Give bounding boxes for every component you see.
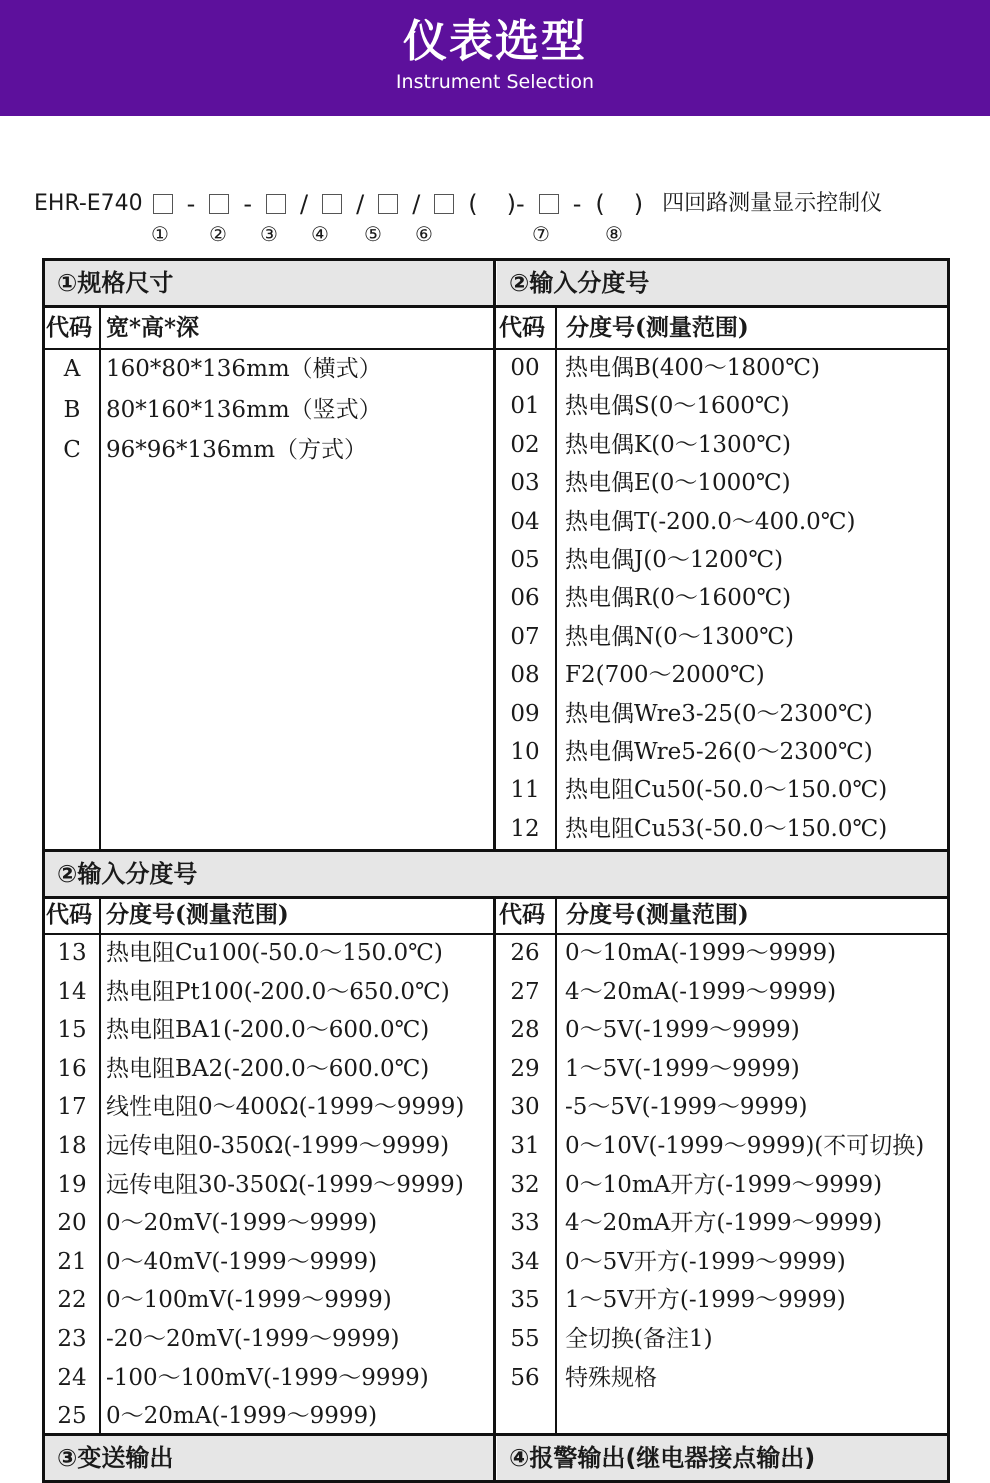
marker: ⑤ xyxy=(364,222,382,246)
option-box-2 xyxy=(209,194,229,214)
row-description: 0～40mV(-1999～9999) xyxy=(106,1248,378,1275)
section-title-input: ②输入分度号 xyxy=(497,261,947,307)
option-box-6 xyxy=(434,194,454,214)
row-code: 16 xyxy=(57,1055,87,1082)
divider xyxy=(99,897,101,1435)
row-description: F2(700～2000℃) xyxy=(565,662,765,689)
row-code: 21 xyxy=(57,1248,87,1275)
option-box-3 xyxy=(266,194,286,214)
column-header-desc: 分度号(测量范围) xyxy=(566,901,749,928)
column-header-code: 代码 xyxy=(46,901,92,928)
row-description: 热电阻Cu53(-50.0～150.0℃) xyxy=(565,815,888,842)
row-description: 热电偶T(-200.0～400.0℃) xyxy=(565,508,856,535)
row-code: B xyxy=(63,396,81,423)
row-description: -100～100mV(-1999～9999) xyxy=(106,1364,429,1391)
row-code: 10 xyxy=(510,739,540,765)
page-title: 仪表选型 xyxy=(403,16,587,67)
row-description: 远传电阻30-350Ω(-1999～9999) xyxy=(106,1171,464,1198)
divider xyxy=(493,1436,496,1483)
row-description: 热电阻BA2(-200.0～600.0℃) xyxy=(106,1055,430,1082)
row-code: 04 xyxy=(510,508,540,535)
row-code: 35 xyxy=(510,1287,540,1314)
column-header-desc: 宽*高*深 xyxy=(106,314,200,341)
row-description: 160*80*136mm（横式） xyxy=(106,356,382,382)
header-banner xyxy=(0,0,990,116)
row-code: 31 xyxy=(510,1133,540,1159)
row-code: 32 xyxy=(510,1171,540,1198)
row-description: 1～5V(-1999～9999) xyxy=(565,1055,800,1082)
row-code: 28 xyxy=(510,1017,540,1044)
row-description: 全切换(备注1) xyxy=(565,1326,713,1352)
row-description: 0～10mA开方(-1999～9999) xyxy=(565,1171,883,1198)
row-code: 25 xyxy=(57,1403,87,1430)
divider xyxy=(555,306,557,850)
separator: - xyxy=(186,190,196,218)
row-description: 热电阻BA1(-200.0～600.0℃) xyxy=(106,1017,430,1044)
row-description: 0～10mA(-1999～9999) xyxy=(565,940,837,966)
marker: ⑦ xyxy=(532,222,550,246)
row-description: 线性电阻0～400Ω(-1999～9999) xyxy=(106,1094,465,1121)
row-description: 0～100mV(-1999～9999) xyxy=(106,1287,392,1314)
row-code: 17 xyxy=(57,1094,87,1121)
row-code: 22 xyxy=(57,1287,87,1314)
row-description: 远传电阻0-350Ω(-1999～9999) xyxy=(106,1133,450,1159)
page-subtitle: Instrument Selection xyxy=(395,71,595,93)
row-description: 80*160*136mm（竖式） xyxy=(106,396,382,423)
option-box-4 xyxy=(322,194,342,214)
row-code: 20 xyxy=(57,1210,87,1237)
option-box-7 xyxy=(539,194,559,214)
section-title-alarm-output: ④报警输出(继电器接点输出) xyxy=(497,1436,947,1482)
row-code: 05 xyxy=(510,547,540,573)
row-code: 08 xyxy=(510,662,540,689)
row-code: A xyxy=(63,356,81,382)
row-description: 0～5V开方(-1999～9999) xyxy=(565,1248,846,1275)
row-code: 09 xyxy=(510,700,540,727)
marker: ② xyxy=(209,222,227,246)
row-description: 4～20mA(-1999～9999) xyxy=(565,978,837,1005)
divider xyxy=(99,306,101,850)
row-code: 07 xyxy=(510,623,540,650)
row-description: 热电偶K(0～1300℃) xyxy=(565,431,792,458)
row-code: 19 xyxy=(57,1171,87,1198)
row-code: 11 xyxy=(510,777,540,804)
row-description: -20～20mV(-1999～9999) xyxy=(106,1326,400,1352)
row-code: 01 xyxy=(510,393,540,420)
row-description: 0～20mV(-1999～9999) xyxy=(106,1210,378,1237)
row-code: 34 xyxy=(510,1248,540,1275)
row-code: 26 xyxy=(510,940,540,966)
marker: ⑥ xyxy=(415,222,433,246)
row-code: 33 xyxy=(510,1210,540,1237)
row-code: 14 xyxy=(57,978,87,1005)
row-description: -5～5V(-1999～9999) xyxy=(565,1094,808,1121)
row-description: 热电偶B(400～1800℃) xyxy=(565,355,821,381)
row-description: 1～5V开方(-1999～9999) xyxy=(565,1287,846,1314)
row-description: 0～20mA(-1999～9999) xyxy=(106,1403,378,1430)
marker: ③ xyxy=(260,222,278,246)
row-code: 29 xyxy=(510,1055,540,1082)
marker: ⑧ xyxy=(605,222,623,246)
column-header-code: 代码 xyxy=(499,314,545,341)
row-code: 02 xyxy=(510,431,540,458)
section-title-input-continued: ②输入分度号 xyxy=(45,852,947,898)
row-description: 热电偶S(0～1600℃) xyxy=(565,393,790,420)
separator: - xyxy=(243,190,253,218)
row-description: 热电阻Cu50(-50.0～150.0℃) xyxy=(565,777,888,804)
row-code: 00 xyxy=(510,355,540,381)
row-description: 热电偶N(0～1300℃) xyxy=(565,623,794,650)
separator: )- xyxy=(506,190,525,218)
row-code: 30 xyxy=(510,1094,540,1121)
section-title-transmit-output: ③变送输出 xyxy=(45,1436,493,1482)
row-code: 18 xyxy=(57,1133,87,1159)
row-description: 热电偶Wre3-25(0～2300℃) xyxy=(565,700,873,727)
row-code: 55 xyxy=(510,1326,540,1352)
row-description: 热电阻Pt100(-200.0～650.0℃) xyxy=(106,978,450,1005)
column-header-code: 代码 xyxy=(499,901,545,928)
model-prefix: EHR-E740 xyxy=(34,191,143,216)
model-title: 四回路测量显示控制仪 xyxy=(662,191,883,216)
row-code: 27 xyxy=(510,978,540,1005)
separator: -( xyxy=(572,190,619,218)
section-title-size: ①规格尺寸 xyxy=(45,261,493,307)
row-description: 0～5V(-1999～9999) xyxy=(565,1017,800,1044)
separator: / xyxy=(412,190,421,218)
separator: / xyxy=(356,190,365,218)
row-description: 热电偶J(0～1200℃) xyxy=(565,547,784,573)
row-code: 56 xyxy=(510,1364,540,1391)
row-code: 06 xyxy=(510,585,540,612)
row-description: 热电偶E(0～1000℃) xyxy=(565,470,791,497)
divider xyxy=(555,897,557,1435)
separator: ( xyxy=(468,190,492,218)
row-code: 12 xyxy=(510,815,540,842)
row-code: 23 xyxy=(57,1326,87,1352)
row-description: 热电阻Cu100(-50.0～150.0℃) xyxy=(106,940,443,966)
row-code: 03 xyxy=(510,470,540,497)
marker: ① xyxy=(151,222,169,246)
row-description: 96*96*136mm（方式） xyxy=(106,437,368,463)
row-description: 热电偶R(0～1600℃) xyxy=(565,585,792,612)
row-code: 13 xyxy=(57,940,87,966)
row-description: 热电偶Wre5-26(0～2300℃) xyxy=(565,739,873,765)
marker: ④ xyxy=(311,222,329,246)
column-header-code: 代码 xyxy=(46,314,92,341)
row-description: 特殊规格 xyxy=(565,1364,657,1391)
column-header-desc: 分度号(测量范围) xyxy=(566,314,749,341)
row-code: 24 xyxy=(57,1364,87,1391)
option-box-1 xyxy=(153,194,173,214)
row-code: 15 xyxy=(57,1017,87,1044)
model-code-line xyxy=(34,186,882,222)
row-description: 0～10V(-1999～9999)(不可切换) xyxy=(565,1133,925,1159)
separator: / xyxy=(300,190,309,218)
position-markers xyxy=(0,221,990,249)
row-code: C xyxy=(63,437,81,463)
separator: ) xyxy=(633,190,644,218)
column-header-desc: 分度号(测量范围) xyxy=(106,901,289,928)
row-description: 4～20mA开方(-1999～9999) xyxy=(565,1210,883,1237)
option-box-5 xyxy=(378,194,398,214)
